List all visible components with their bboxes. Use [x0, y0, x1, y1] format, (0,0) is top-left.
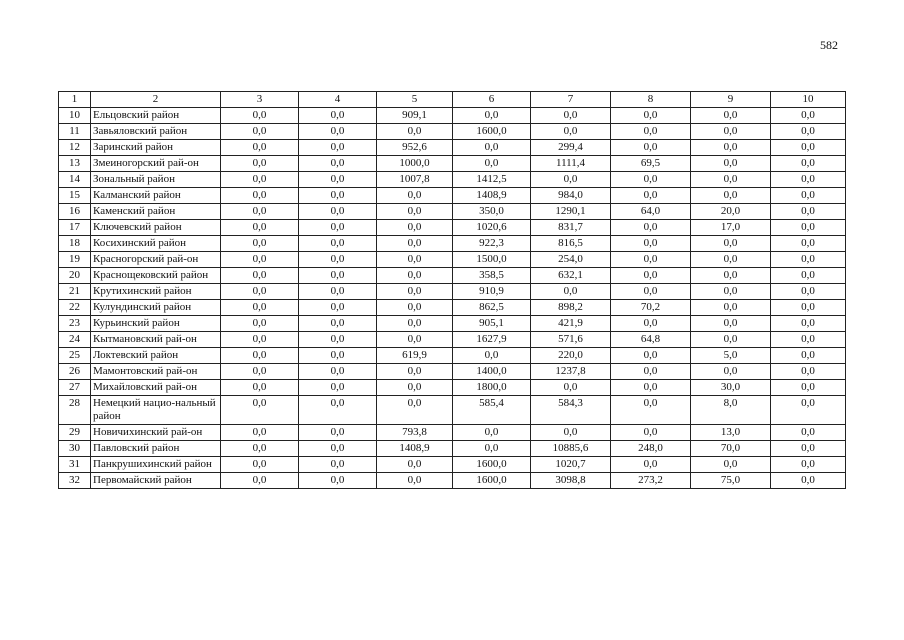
- row-number: 32: [59, 473, 91, 489]
- value-cell: 0,0: [377, 473, 453, 489]
- value-cell: 0,0: [531, 124, 611, 140]
- value-cell: 0,0: [377, 268, 453, 284]
- value-cell: 862,5: [453, 300, 531, 316]
- district-name: Новичихинский рай-он: [91, 425, 221, 441]
- value-cell: 0,0: [771, 425, 846, 441]
- value-cell: 0,0: [771, 124, 846, 140]
- value-cell: 0,0: [299, 220, 377, 236]
- value-cell: 1237,8: [531, 364, 611, 380]
- row-number: 23: [59, 316, 91, 332]
- table-row: [59, 441, 846, 457]
- value-cell: 0,0: [611, 348, 691, 364]
- value-cell: 922,3: [453, 236, 531, 252]
- value-cell: 75,0: [691, 473, 771, 489]
- row-number: 24: [59, 332, 91, 348]
- row-number: 21: [59, 284, 91, 300]
- value-cell: 585,4: [453, 396, 531, 425]
- value-cell: 0,0: [299, 124, 377, 140]
- district-name: Заринский район: [91, 140, 221, 156]
- value-cell: 0,0: [221, 316, 299, 332]
- value-cell: 0,0: [221, 108, 299, 124]
- value-cell: 831,7: [531, 220, 611, 236]
- value-cell: 0,0: [771, 188, 846, 204]
- value-cell: 0,0: [771, 364, 846, 380]
- column-header: 9: [691, 92, 771, 108]
- value-cell: 0,0: [221, 220, 299, 236]
- value-cell: 793,8: [377, 425, 453, 441]
- column-header: 1: [59, 92, 91, 108]
- value-cell: 0,0: [611, 236, 691, 252]
- value-cell: 220,0: [531, 348, 611, 364]
- table-row: [59, 204, 846, 220]
- value-cell: 0,0: [691, 457, 771, 473]
- value-cell: 0,0: [691, 188, 771, 204]
- district-name: Краснощековский район: [91, 268, 221, 284]
- value-cell: 0,0: [691, 108, 771, 124]
- value-cell: 0,0: [691, 236, 771, 252]
- value-cell: 910,9: [453, 284, 531, 300]
- table-row: [59, 156, 846, 172]
- row-number: 13: [59, 156, 91, 172]
- value-cell: 0,0: [377, 380, 453, 396]
- value-cell: 0,0: [299, 156, 377, 172]
- row-number: 29: [59, 425, 91, 441]
- district-name: Ельцовский район: [91, 108, 221, 124]
- row-number: 15: [59, 188, 91, 204]
- value-cell: 952,6: [377, 140, 453, 156]
- value-cell: 0,0: [771, 220, 846, 236]
- value-cell: 0,0: [299, 268, 377, 284]
- value-cell: 350,0: [453, 204, 531, 220]
- district-name: Немецкий нацио-нальный район: [91, 396, 221, 425]
- row-number: 11: [59, 124, 91, 140]
- value-cell: 0,0: [221, 124, 299, 140]
- value-cell: 0,0: [299, 252, 377, 268]
- table-row: [59, 124, 846, 140]
- value-cell: 0,0: [611, 252, 691, 268]
- value-cell: 0,0: [299, 380, 377, 396]
- table-row: [59, 364, 846, 380]
- value-cell: 0,0: [453, 441, 531, 457]
- value-cell: 1600,0: [453, 457, 531, 473]
- value-cell: 0,0: [299, 396, 377, 425]
- column-header: 7: [531, 92, 611, 108]
- column-header: 2: [91, 92, 221, 108]
- row-number: 20: [59, 268, 91, 284]
- value-cell: 1412,5: [453, 172, 531, 188]
- value-cell: 0,0: [377, 332, 453, 348]
- value-cell: 0,0: [531, 108, 611, 124]
- district-name: Змеиногорский рай-он: [91, 156, 221, 172]
- value-cell: 0,0: [611, 124, 691, 140]
- column-header: 5: [377, 92, 453, 108]
- column-header: 3: [221, 92, 299, 108]
- table-row: [59, 425, 846, 441]
- value-cell: 0,0: [377, 204, 453, 220]
- value-cell: 0,0: [221, 380, 299, 396]
- table-row: [59, 473, 846, 489]
- value-cell: 0,0: [377, 188, 453, 204]
- district-name: Завьяловский район: [91, 124, 221, 140]
- value-cell: 1020,6: [453, 220, 531, 236]
- value-cell: 909,1: [377, 108, 453, 124]
- value-cell: 905,1: [453, 316, 531, 332]
- value-cell: 0,0: [453, 348, 531, 364]
- value-cell: 0,0: [771, 140, 846, 156]
- value-cell: 0,0: [771, 172, 846, 188]
- row-number: 18: [59, 236, 91, 252]
- value-cell: 1408,9: [453, 188, 531, 204]
- value-cell: 0,0: [611, 425, 691, 441]
- value-cell: 1400,0: [453, 364, 531, 380]
- value-cell: 619,9: [377, 348, 453, 364]
- value-cell: 0,0: [377, 220, 453, 236]
- value-cell: 0,0: [531, 172, 611, 188]
- value-cell: 0,0: [377, 316, 453, 332]
- value-cell: 0,0: [531, 380, 611, 396]
- value-cell: 0,0: [771, 108, 846, 124]
- value-cell: 0,0: [771, 457, 846, 473]
- value-cell: 421,9: [531, 316, 611, 332]
- value-cell: 0,0: [377, 236, 453, 252]
- district-name: Красногорский рай-он: [91, 252, 221, 268]
- value-cell: 0,0: [453, 156, 531, 172]
- value-cell: 0,0: [221, 172, 299, 188]
- value-cell: 17,0: [691, 220, 771, 236]
- district-name: Кытмановский рай-он: [91, 332, 221, 348]
- value-cell: 1020,7: [531, 457, 611, 473]
- value-cell: 0,0: [299, 425, 377, 441]
- district-name: Курьинский район: [91, 316, 221, 332]
- value-cell: 0,0: [377, 396, 453, 425]
- value-cell: 0,0: [221, 364, 299, 380]
- value-cell: 1007,8: [377, 172, 453, 188]
- value-cell: 0,0: [771, 441, 846, 457]
- page-number: 582: [820, 38, 838, 52]
- value-cell: 0,0: [377, 364, 453, 380]
- district-name: Калманский район: [91, 188, 221, 204]
- value-cell: 0,0: [611, 316, 691, 332]
- district-name: Кулундинский район: [91, 300, 221, 316]
- table-row: [59, 284, 846, 300]
- value-cell: 0,0: [691, 268, 771, 284]
- column-header: 4: [299, 92, 377, 108]
- row-number: 16: [59, 204, 91, 220]
- value-cell: 1800,0: [453, 380, 531, 396]
- data-table: [58, 91, 846, 489]
- district-name: Локтевский район: [91, 348, 221, 364]
- value-cell: 0,0: [377, 124, 453, 140]
- value-cell: 0,0: [453, 140, 531, 156]
- value-cell: 0,0: [771, 156, 846, 172]
- value-cell: 0,0: [771, 236, 846, 252]
- value-cell: 0,0: [299, 236, 377, 252]
- row-number: 12: [59, 140, 91, 156]
- table-row: [59, 380, 846, 396]
- value-cell: 571,6: [531, 332, 611, 348]
- value-cell: 0,0: [377, 284, 453, 300]
- row-number: 31: [59, 457, 91, 473]
- district-name: Панкрушихинский район: [91, 457, 221, 473]
- column-header: 8: [611, 92, 691, 108]
- value-cell: 64,0: [611, 204, 691, 220]
- value-cell: 1000,0: [377, 156, 453, 172]
- value-cell: 0,0: [611, 172, 691, 188]
- value-cell: 0,0: [221, 441, 299, 457]
- value-cell: 0,0: [221, 236, 299, 252]
- value-cell: 10885,6: [531, 441, 611, 457]
- table-row: [59, 396, 846, 425]
- table-row: [59, 252, 846, 268]
- value-cell: 0,0: [299, 457, 377, 473]
- district-name: Зональный район: [91, 172, 221, 188]
- value-cell: 30,0: [691, 380, 771, 396]
- table-row: [59, 140, 846, 156]
- value-cell: 898,2: [531, 300, 611, 316]
- value-cell: 0,0: [299, 473, 377, 489]
- value-cell: 254,0: [531, 252, 611, 268]
- value-cell: 0,0: [691, 364, 771, 380]
- value-cell: 0,0: [531, 284, 611, 300]
- value-cell: 1111,4: [531, 156, 611, 172]
- value-cell: 0,0: [691, 252, 771, 268]
- value-cell: 1627,9: [453, 332, 531, 348]
- value-cell: 0,0: [221, 332, 299, 348]
- value-cell: 0,0: [771, 252, 846, 268]
- value-cell: 816,5: [531, 236, 611, 252]
- value-cell: 1408,9: [377, 441, 453, 457]
- table-row: [59, 457, 846, 473]
- district-name: Мамонтовский рай-он: [91, 364, 221, 380]
- row-number: 10: [59, 108, 91, 124]
- value-cell: 0,0: [377, 252, 453, 268]
- value-cell: 1600,0: [453, 124, 531, 140]
- value-cell: 0,0: [299, 108, 377, 124]
- value-cell: 1500,0: [453, 252, 531, 268]
- value-cell: 64,8: [611, 332, 691, 348]
- value-cell: 70,2: [611, 300, 691, 316]
- district-name: Ключевский район: [91, 220, 221, 236]
- value-cell: 0,0: [377, 300, 453, 316]
- value-cell: 0,0: [377, 457, 453, 473]
- value-cell: 0,0: [611, 220, 691, 236]
- value-cell: 0,0: [221, 188, 299, 204]
- row-number: 22: [59, 300, 91, 316]
- table-row: [59, 316, 846, 332]
- value-cell: 0,0: [221, 396, 299, 425]
- row-number: 30: [59, 441, 91, 457]
- value-cell: 248,0: [611, 441, 691, 457]
- row-number: 25: [59, 348, 91, 364]
- district-name: Михайловский рай-он: [91, 380, 221, 396]
- value-cell: 0,0: [221, 473, 299, 489]
- value-cell: 0,0: [771, 348, 846, 364]
- value-cell: 0,0: [453, 425, 531, 441]
- value-cell: 0,0: [611, 457, 691, 473]
- value-cell: 20,0: [691, 204, 771, 220]
- table-row: [59, 268, 846, 284]
- value-cell: 0,0: [691, 140, 771, 156]
- value-cell: 0,0: [611, 284, 691, 300]
- value-cell: 0,0: [611, 108, 691, 124]
- value-cell: 13,0: [691, 425, 771, 441]
- value-cell: 69,5: [611, 156, 691, 172]
- value-cell: 273,2: [611, 473, 691, 489]
- table-header-row: [59, 92, 846, 108]
- value-cell: 0,0: [771, 204, 846, 220]
- table-row: [59, 172, 846, 188]
- value-cell: 0,0: [771, 268, 846, 284]
- table-row: [59, 108, 846, 124]
- value-cell: 0,0: [453, 108, 531, 124]
- table-row: [59, 188, 846, 204]
- value-cell: 632,1: [531, 268, 611, 284]
- value-cell: 0,0: [691, 284, 771, 300]
- value-cell: 0,0: [299, 284, 377, 300]
- value-cell: 0,0: [221, 348, 299, 364]
- value-cell: 0,0: [221, 425, 299, 441]
- row-number: 27: [59, 380, 91, 396]
- value-cell: 0,0: [299, 316, 377, 332]
- value-cell: 0,0: [771, 396, 846, 425]
- district-name: Павловский район: [91, 441, 221, 457]
- value-cell: 1600,0: [453, 473, 531, 489]
- value-cell: 0,0: [691, 172, 771, 188]
- value-cell: 584,3: [531, 396, 611, 425]
- value-cell: 0,0: [221, 140, 299, 156]
- value-cell: 299,4: [531, 140, 611, 156]
- value-cell: 984,0: [531, 188, 611, 204]
- value-cell: 0,0: [611, 364, 691, 380]
- value-cell: 0,0: [221, 204, 299, 220]
- value-cell: 0,0: [221, 156, 299, 172]
- value-cell: 0,0: [771, 473, 846, 489]
- value-cell: 0,0: [691, 124, 771, 140]
- value-cell: 0,0: [771, 316, 846, 332]
- district-name: Первомайский район: [91, 473, 221, 489]
- value-cell: 0,0: [299, 300, 377, 316]
- row-number: 17: [59, 220, 91, 236]
- value-cell: 0,0: [611, 380, 691, 396]
- value-cell: 3098,8: [531, 473, 611, 489]
- row-number: 26: [59, 364, 91, 380]
- column-header: 10: [771, 92, 846, 108]
- value-cell: 0,0: [691, 316, 771, 332]
- district-name: Крутихинский район: [91, 284, 221, 300]
- value-cell: 0,0: [299, 364, 377, 380]
- value-cell: 358,5: [453, 268, 531, 284]
- value-cell: 0,0: [611, 268, 691, 284]
- value-cell: 0,0: [299, 140, 377, 156]
- value-cell: 0,0: [221, 300, 299, 316]
- table-row: [59, 332, 846, 348]
- value-cell: 0,0: [771, 284, 846, 300]
- value-cell: 0,0: [691, 332, 771, 348]
- value-cell: 0,0: [299, 188, 377, 204]
- row-number: 14: [59, 172, 91, 188]
- value-cell: 8,0: [691, 396, 771, 425]
- value-cell: 0,0: [221, 284, 299, 300]
- district-name: Косихинский район: [91, 236, 221, 252]
- value-cell: 0,0: [299, 204, 377, 220]
- value-cell: 0,0: [771, 332, 846, 348]
- table-row: [59, 236, 846, 252]
- value-cell: 0,0: [299, 441, 377, 457]
- district-name: Каменский район: [91, 204, 221, 220]
- value-cell: 5,0: [691, 348, 771, 364]
- value-cell: 0,0: [611, 140, 691, 156]
- row-number: 19: [59, 252, 91, 268]
- table-row: [59, 220, 846, 236]
- value-cell: 1290,1: [531, 204, 611, 220]
- value-cell: 0,0: [531, 425, 611, 441]
- value-cell: 0,0: [771, 300, 846, 316]
- value-cell: 0,0: [691, 300, 771, 316]
- value-cell: 0,0: [221, 268, 299, 284]
- table-row: [59, 348, 846, 364]
- value-cell: 0,0: [611, 396, 691, 425]
- value-cell: 0,0: [299, 172, 377, 188]
- value-cell: 0,0: [299, 348, 377, 364]
- value-cell: 0,0: [691, 156, 771, 172]
- value-cell: 70,0: [691, 441, 771, 457]
- value-cell: 0,0: [221, 252, 299, 268]
- value-cell: 0,0: [611, 188, 691, 204]
- value-cell: 0,0: [221, 457, 299, 473]
- value-cell: 0,0: [299, 332, 377, 348]
- column-header: 6: [453, 92, 531, 108]
- table-row: [59, 300, 846, 316]
- value-cell: 0,0: [771, 380, 846, 396]
- table-body: [59, 108, 846, 489]
- row-number: 28: [59, 396, 91, 425]
